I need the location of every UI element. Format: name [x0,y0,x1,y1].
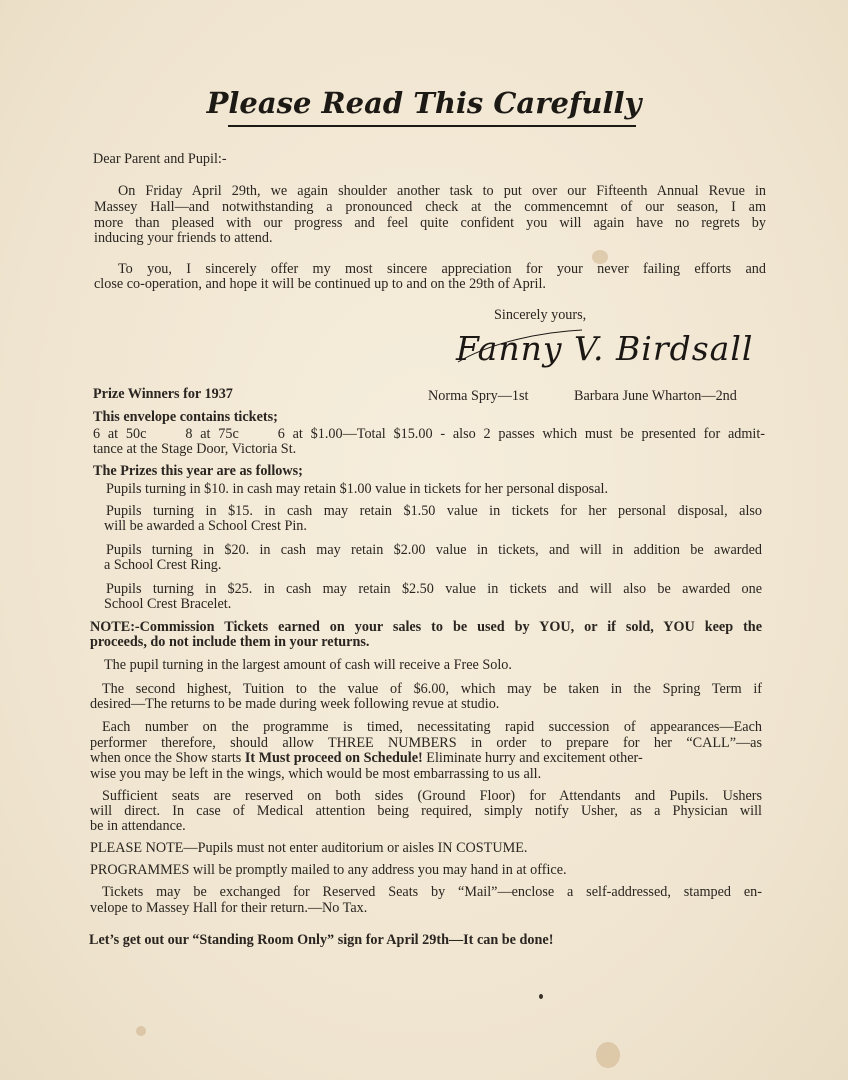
exchange-line: Tickets may be exchanged for Reserved Seats by “Mail”—enclose a self-addressed, stamped en- [102,884,762,900]
closing: Sincerely yours, [494,307,587,323]
timing-line: Each number on the programme is timed, necessitating rapid succession of appearances—Each [102,719,762,735]
signature [452,322,764,379]
prize-item: School Crest Bracelet. [104,596,232,612]
prize-item: Pupils turning in $10. in cash may retain $1.00 value in tickets for her personal disposal. [106,481,608,497]
second-highest-line: desired—The returns to be made during week following revue at studio. [90,696,500,712]
timing-line: performer therefore, should allow THREE NUMBERS in order to prepare for her “CALL”—as [90,735,762,751]
please-note: PLEASE NOTE—Pupils must not enter auditorium or aisles IN COSTUME. [90,840,528,856]
prize-item: Pupils turning in $15. in cash may retain $1.50 value in tickets for her personal disposal, also [106,503,762,519]
para1-line: inducing your friends to attend. [94,230,273,246]
tickets-line: tance at the Stage Door, Victoria St. [93,441,297,457]
page-title: Please Read This Carefully [206,86,642,120]
exchange-line: velope to Massey Hall for their return.—No Tax. [90,900,368,916]
svg-text:Fanny V. Birdsall: Fanny V. Birdsall [456,329,754,368]
prize-item: a School Crest Ring. [104,557,222,573]
prizes-heading: The Prizes this year are as follows; [93,463,303,479]
prize-item: Pupils turning in $25. in cash may retain $2.50 value in tickets and will also be awarded one [106,581,762,597]
seats-line: will direct. In case of Medical attention being required, simply notify Usher, as a Physician will [90,803,762,819]
prize-item: Pupils turning in $20. in cash may retain $2.00 value in tickets, and will in addition be awarded [106,542,762,558]
note-line: NOTE:-Commission Tickets earned on your sales to be used by YOU, or if sold, YOU keep the [90,619,762,635]
prize-winner-first: Norma Spry—1st [428,388,529,404]
para1-line: Massey Hall—and notwithstanding a pronounced check at the commencemnt of our season, I am [94,199,766,215]
seats-line: be in attendance. [90,818,186,834]
note-line: proceeds, do not include them in your returns. [90,634,370,650]
programmes-note: PROGRAMMES will be promptly mailed to any address you may hand in at office. [90,862,567,878]
prize-winner-second: Barbara June Wharton—2nd [574,388,737,404]
closing-slogan: Let’s get out our “Standing Room Only” sign for April 29th—It can be done! [89,932,554,948]
prize-winners-heading: Prize Winners for 1937 [93,386,233,402]
para1-line: On Friday April 29th, we again shoulder another task to put over our Fifteenth Annual Revue in [118,183,766,199]
para2-line: To you, I sincerely offer my most sincere appreciation for your never failing efforts and [118,261,766,277]
free-solo: The pupil turning in the largest amount of cash will receive a Free Solo. [104,657,512,673]
salutation: Dear Parent and Pupil:- [93,151,227,167]
timing-line: when once the Show starts It Must proceed on Schedule! Eliminate hurry and excitement other- [90,750,643,766]
seats-line: Sufficient seats are reserved on both sides (Ground Floor) for Attendants and Pupils. Ushers [102,788,762,804]
title-underline [228,125,636,127]
timing-line: wise you may be left in the wings, which would be most embarrassing to us all. [90,766,542,782]
second-highest-line: The second highest, Tuition to the value of $6.00, which may be taken in the Spring Term if [102,681,762,697]
para2-line: close co-operation, and hope it will be continued up to and on the 29th of April. [94,276,546,292]
para1-line: more than pleased with our progress and feel quite confident you will again have no regrets by [94,215,766,231]
prize-item: will be awarded a School Crest Pin. [104,518,307,534]
tickets-line: 6 at 50c 8 at 75c 6 at $1.00—Total $15.00 - also 2 passes which must be presented for admit- [93,426,765,442]
tickets-heading: This envelope contains tickets; [93,409,278,425]
